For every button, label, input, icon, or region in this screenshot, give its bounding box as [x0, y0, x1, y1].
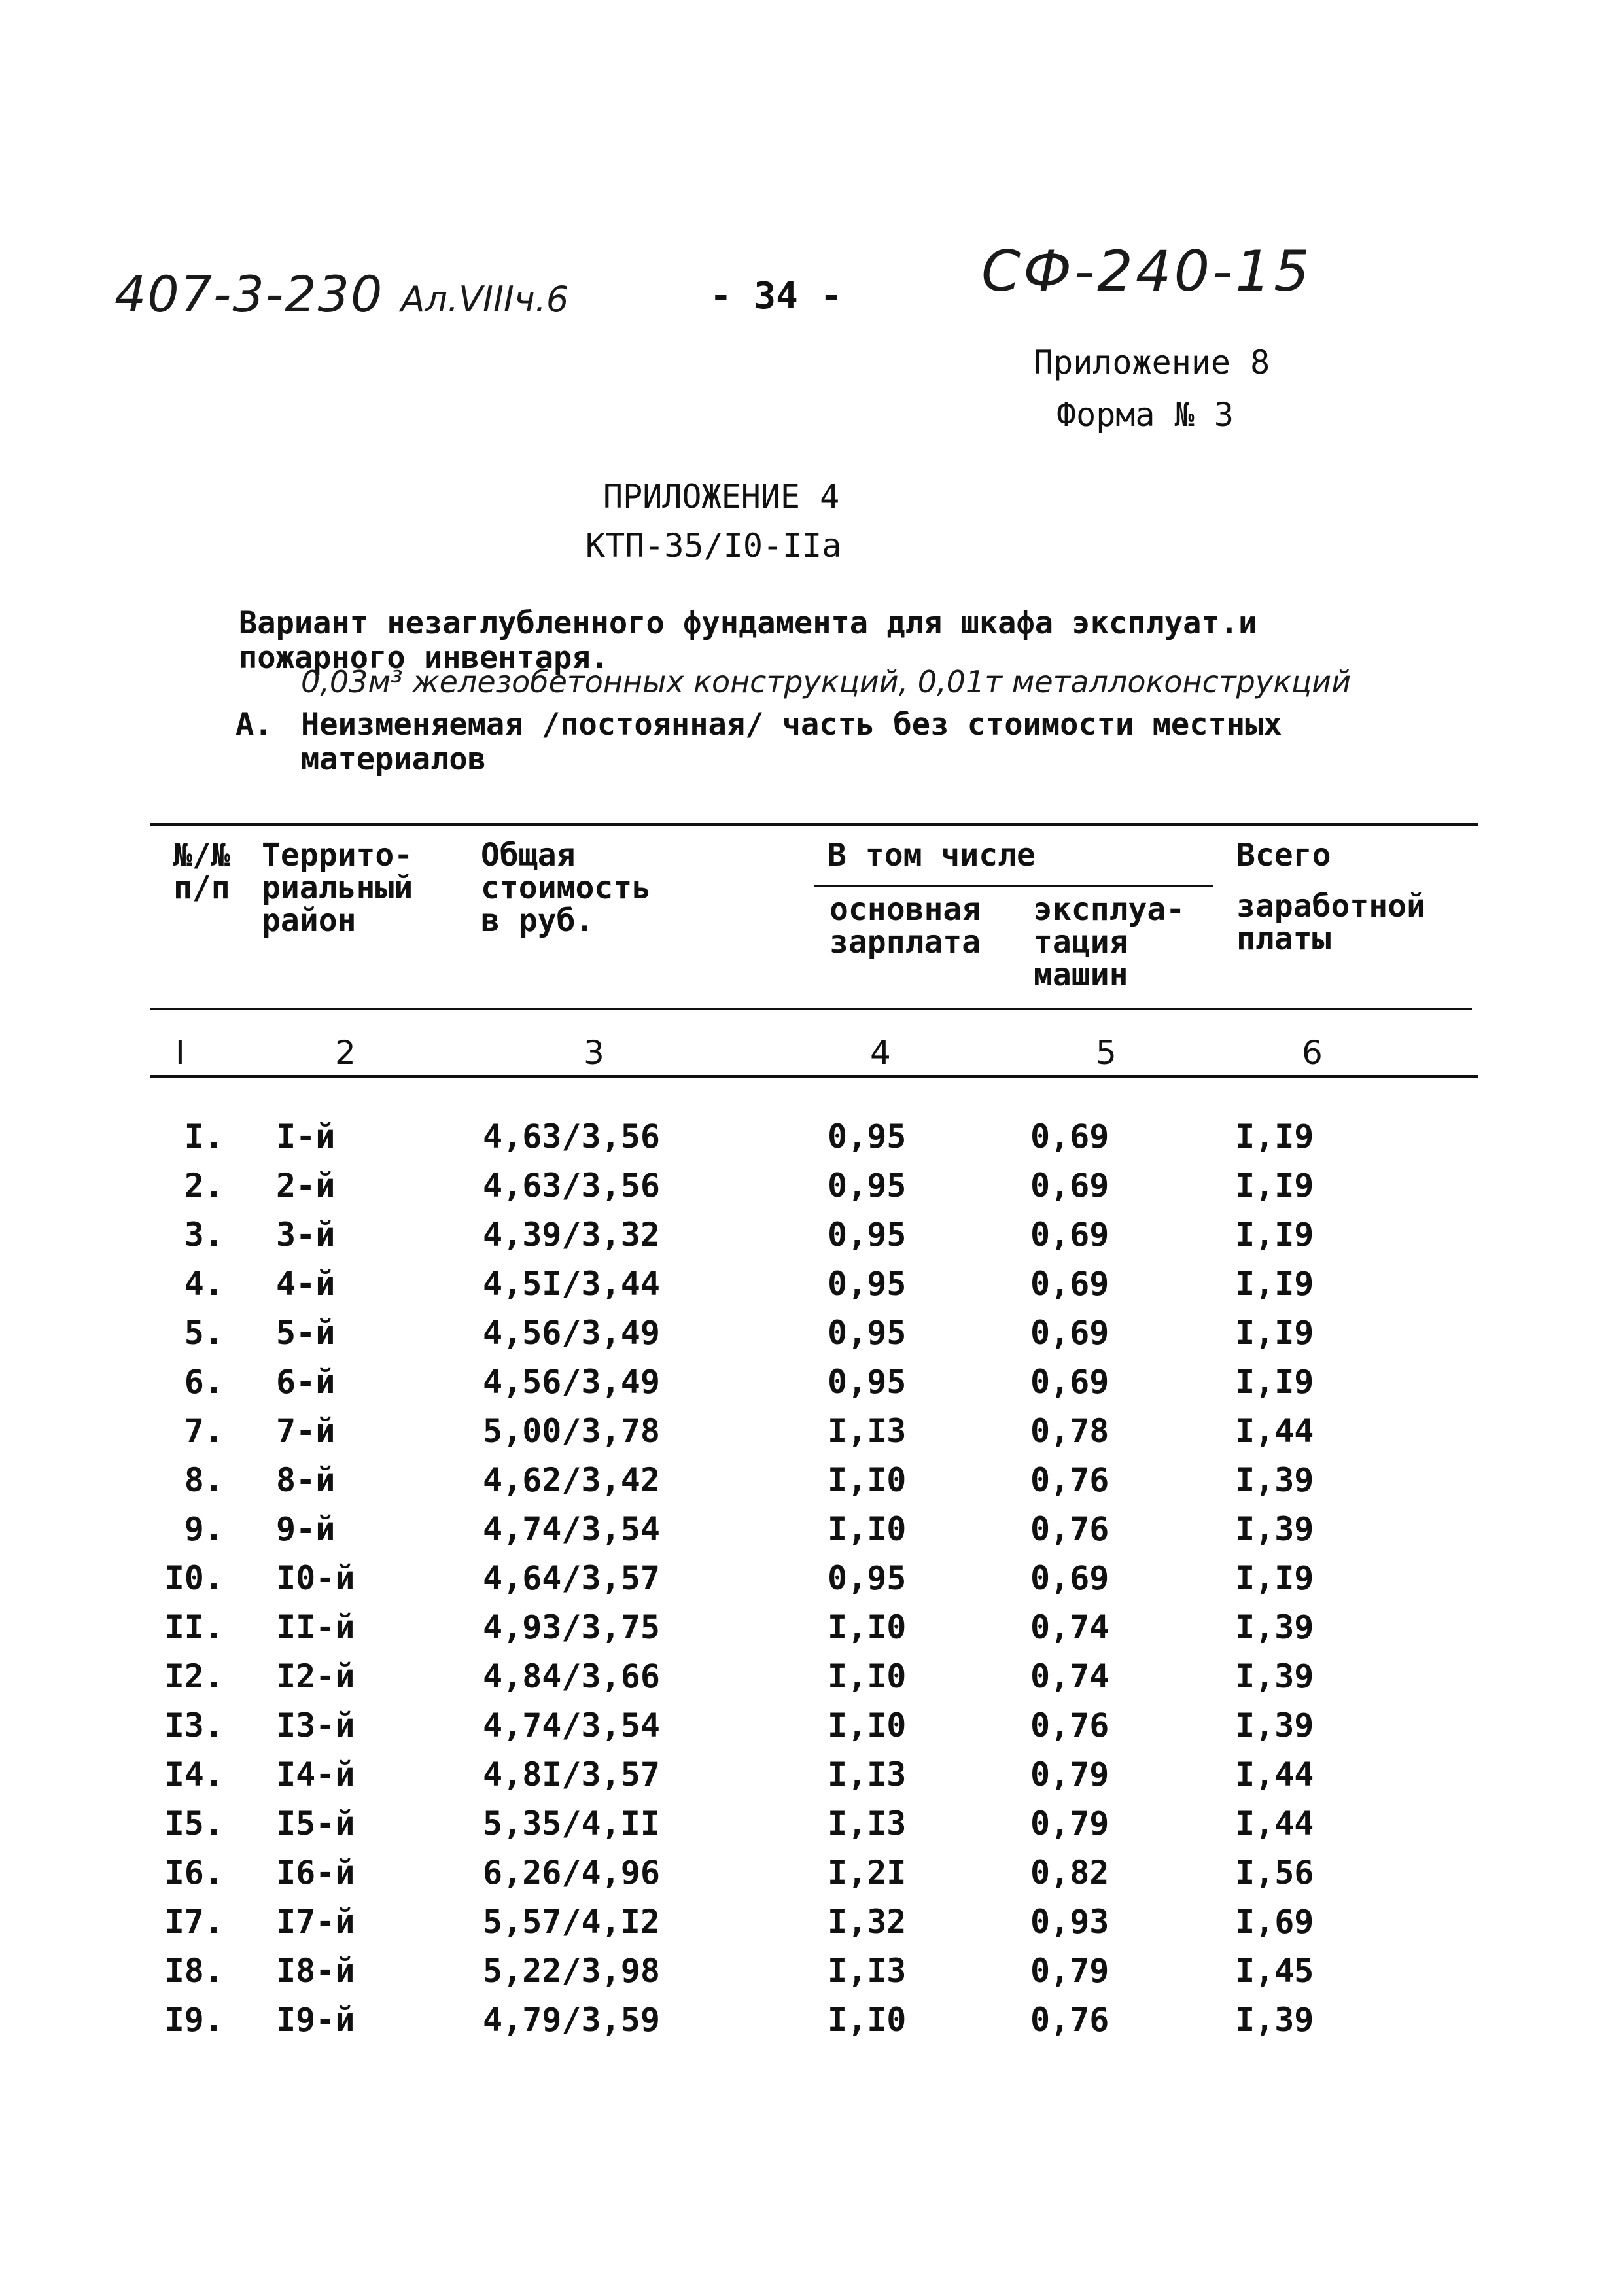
cell-machines: 0,79	[1030, 1805, 1109, 1843]
cell-machines: 0,69	[1030, 1216, 1109, 1254]
cell-region: 2-й	[276, 1167, 336, 1205]
cell-total: 4,8I/3,57	[483, 1756, 660, 1793]
cell-salary: 0,95	[828, 1216, 907, 1254]
table-row	[0, 1118, 1623, 1167]
cell-machines: 0,76	[1030, 2001, 1109, 2039]
table-row	[0, 1952, 1623, 2001]
table-row	[0, 1756, 1623, 1805]
cell-number: I.	[184, 1118, 224, 1156]
header-total-cost: Общая стоимость в руб.	[481, 837, 652, 939]
cell-salary: I,I3	[828, 1805, 907, 1843]
cell-salary: 0,95	[828, 1118, 907, 1156]
cell-wages: I,I9	[1235, 1314, 1314, 1352]
cell-wages: I,44	[1235, 1412, 1314, 1450]
cell-number: 2.	[184, 1167, 224, 1205]
header-bottom-rule	[150, 1008, 1472, 1010]
column-number: 5	[1096, 1034, 1117, 1072]
cell-machines: 0,69	[1030, 1363, 1109, 1401]
cell-salary: I,I3	[828, 1412, 907, 1450]
cell-wages: I,39	[1235, 1706, 1314, 1744]
section-line-2: материалов	[301, 741, 486, 777]
cell-salary: I,I0	[828, 1461, 907, 1499]
cell-wages: I,69	[1235, 1903, 1314, 1941]
cell-machines: 0,79	[1030, 1952, 1109, 1990]
cell-total: 4,63/3,56	[483, 1118, 660, 1156]
table-top-rule	[150, 823, 1478, 826]
cell-salary: I,I0	[828, 1706, 907, 1744]
table-row	[0, 1559, 1623, 1608]
column-number: I	[175, 1034, 185, 1072]
cell-salary: 0,95	[828, 1314, 907, 1352]
form-number-label: Форма № 3	[1056, 396, 1234, 434]
cell-total: 4,93/3,75	[483, 1608, 660, 1646]
cell-salary: 0,95	[828, 1265, 907, 1303]
cell-region: 7-й	[276, 1412, 336, 1450]
cell-machines: 0,69	[1030, 1314, 1109, 1352]
header-machine-operation: эксплуа- тация машин	[1034, 891, 1185, 993]
cell-region: I2-й	[276, 1657, 355, 1695]
cell-salary: I,I0	[828, 1657, 907, 1695]
cell-number: 6.	[184, 1363, 224, 1401]
column-number-rule	[150, 1075, 1478, 1078]
intro-line-2: пожарного инвентаря.	[239, 640, 609, 676]
document-code-main: 407-3-230	[114, 265, 384, 323]
cell-region: 3-й	[276, 1216, 336, 1254]
cell-number: I3.	[164, 1706, 224, 1744]
column-number: 6	[1302, 1034, 1323, 1072]
cell-total: 4,62/3,42	[483, 1461, 660, 1499]
cell-number: I8.	[164, 1952, 224, 1990]
cell-number: 3.	[184, 1216, 224, 1254]
cell-region: I3-й	[276, 1706, 355, 1744]
cell-total: 4,5I/3,44	[483, 1265, 660, 1303]
cell-total: 5,22/3,98	[483, 1952, 660, 1990]
cell-number: I4.	[164, 1756, 224, 1793]
cell-machines: 0,82	[1030, 1854, 1109, 1892]
table-row	[0, 1167, 1623, 1216]
appendix-title: ПРИЛОЖЕНИЕ 4	[603, 478, 840, 516]
header-total-wages: заработной платы	[1236, 888, 1425, 957]
table-row	[0, 1805, 1623, 1854]
cell-total: 6,26/4,96	[483, 1854, 660, 1892]
table-row	[0, 1706, 1623, 1756]
cell-wages: I,44	[1235, 1805, 1314, 1843]
cell-machines: 0,74	[1030, 1657, 1109, 1695]
cell-salary: I,I3	[828, 1756, 907, 1793]
cell-machines: 0,79	[1030, 1756, 1109, 1793]
cell-wages: I,45	[1235, 1952, 1314, 1990]
cell-wages: I,39	[1235, 1657, 1314, 1695]
cell-number: I2.	[164, 1657, 224, 1695]
ktp-title: КТП-35/I0-IIа	[585, 527, 842, 565]
cell-number: I0.	[164, 1559, 224, 1597]
cell-salary: I,I0	[828, 1510, 907, 1548]
table-row	[0, 1608, 1623, 1657]
cell-number: I7.	[164, 1903, 224, 1941]
cell-wages: I,I9	[1235, 1363, 1314, 1401]
cell-total: 4,63/3,56	[483, 1167, 660, 1205]
cell-salary: 0,95	[828, 1167, 907, 1205]
table-row	[0, 1314, 1623, 1363]
table-row	[0, 2001, 1623, 2050]
cell-machines: 0,69	[1030, 1167, 1109, 1205]
cell-salary: I,2I	[828, 1854, 907, 1892]
cell-region: I8-й	[276, 1952, 355, 1990]
table-row	[0, 1854, 1623, 1903]
document-code	[114, 265, 568, 323]
cell-number: I6.	[164, 1854, 224, 1892]
cell-total: 4,74/3,54	[483, 1706, 660, 1744]
table-row	[0, 1903, 1623, 1952]
table-row	[0, 1363, 1623, 1412]
cell-wages: I,I9	[1235, 1265, 1314, 1303]
cell-machines: 0,78	[1030, 1412, 1109, 1450]
cell-total: 4,39/3,32	[483, 1216, 660, 1254]
cell-total: 5,35/4,II	[483, 1805, 660, 1843]
cell-machines: 0,69	[1030, 1118, 1109, 1156]
cell-region: I7-й	[276, 1903, 355, 1941]
cell-salary: I,I3	[828, 1952, 907, 1990]
cell-machines: 0,74	[1030, 1608, 1109, 1646]
cell-region: 8-й	[276, 1461, 336, 1499]
column-number: 4	[870, 1034, 891, 1072]
cell-region: 5-й	[276, 1314, 336, 1352]
cell-region: I4-й	[276, 1756, 355, 1793]
column-number: 3	[584, 1034, 604, 1072]
table-row	[0, 1216, 1623, 1265]
cell-total: 4,79/3,59	[483, 2001, 660, 2039]
table-row	[0, 1510, 1623, 1559]
cell-machines: 0,93	[1030, 1903, 1109, 1941]
header-total-top: Всего	[1236, 837, 1331, 874]
cell-wages: I,I9	[1235, 1559, 1314, 1597]
cell-number: I9.	[164, 2001, 224, 2039]
cell-total: 4,74/3,54	[483, 1510, 660, 1548]
group-header-rule	[814, 885, 1213, 887]
cell-wages: I,I9	[1235, 1118, 1314, 1156]
table-row	[0, 1657, 1623, 1706]
cell-wages: I,56	[1235, 1854, 1314, 1892]
cell-region: II-й	[276, 1608, 355, 1646]
document-code-sub: Ал.VIIIч.6	[400, 279, 569, 320]
table-row	[0, 1412, 1623, 1461]
cell-region: 9-й	[276, 1510, 336, 1548]
cell-wages: I,39	[1235, 1608, 1314, 1646]
cell-total: 5,00/3,78	[483, 1412, 660, 1450]
cell-number: II.	[164, 1608, 224, 1646]
cell-wages: I,39	[1235, 2001, 1314, 2039]
table-row	[0, 1265, 1623, 1314]
cell-total: 4,64/3,57	[483, 1559, 660, 1597]
cell-number: 5.	[184, 1314, 224, 1352]
cell-wages: I,44	[1235, 1756, 1314, 1793]
handwritten-note: 0,03м³ железобетонных конструкций, 0,01т металлоконструкций	[301, 664, 1351, 699]
cell-region: 4-й	[276, 1265, 336, 1303]
cell-salary: 0,95	[828, 1559, 907, 1597]
cell-wages: I,I9	[1235, 1167, 1314, 1205]
cell-machines: 0,69	[1030, 1265, 1109, 1303]
intro-line-1: Вариант незаглубленного фундамента для шкафа эксплуат.и	[239, 605, 1257, 641]
cell-machines: 0,76	[1030, 1510, 1109, 1548]
cell-wages: I,39	[1235, 1461, 1314, 1499]
section-marker: А.	[236, 707, 273, 743]
column-number: 2	[335, 1034, 356, 1072]
header-group-including: В том числе	[828, 837, 1036, 874]
sheet-code: СФ-240-15	[981, 239, 1312, 304]
cell-total: 4,56/3,49	[483, 1314, 660, 1352]
cell-region: I6-й	[276, 1854, 355, 1892]
cell-total: 5,57/4,I2	[483, 1903, 660, 1941]
appendix-8-label: Приложение 8	[1034, 344, 1270, 381]
cell-region: I0-й	[276, 1559, 355, 1597]
cell-salary: I,I0	[828, 2001, 907, 2039]
cell-machines: 0,69	[1030, 1559, 1109, 1597]
table-row	[0, 1461, 1623, 1510]
section-line-1: Неизменяемая /постоянная/ часть без стоимости местных	[301, 707, 1282, 743]
cell-region: I-й	[276, 1118, 336, 1156]
cell-number: 4.	[184, 1265, 224, 1303]
cell-wages: I,I9	[1235, 1216, 1314, 1254]
cell-machines: 0,76	[1030, 1461, 1109, 1499]
cell-total: 4,84/3,66	[483, 1657, 660, 1695]
header-base-salary: основная зарплата	[829, 891, 981, 961]
cell-number: 9.	[184, 1510, 224, 1548]
header-region: Террито- риальный район	[262, 837, 413, 939]
cell-salary: I,I0	[828, 1608, 907, 1646]
cell-region: 6-й	[276, 1363, 336, 1401]
cell-number: 8.	[184, 1461, 224, 1499]
header-row-number: №/№ п/п	[173, 837, 230, 906]
cell-total: 4,56/3,49	[483, 1363, 660, 1401]
cell-salary: 0,95	[828, 1363, 907, 1401]
cell-wages: I,39	[1235, 1510, 1314, 1548]
cell-region: I5-й	[276, 1805, 355, 1843]
cell-machines: 0,76	[1030, 1706, 1109, 1744]
cell-number: 7.	[184, 1412, 224, 1450]
cell-salary: I,32	[828, 1903, 907, 1941]
cell-region: I9-й	[276, 2001, 355, 2039]
page-number: - 34 -	[710, 275, 843, 317]
cell-number: I5.	[164, 1805, 224, 1843]
